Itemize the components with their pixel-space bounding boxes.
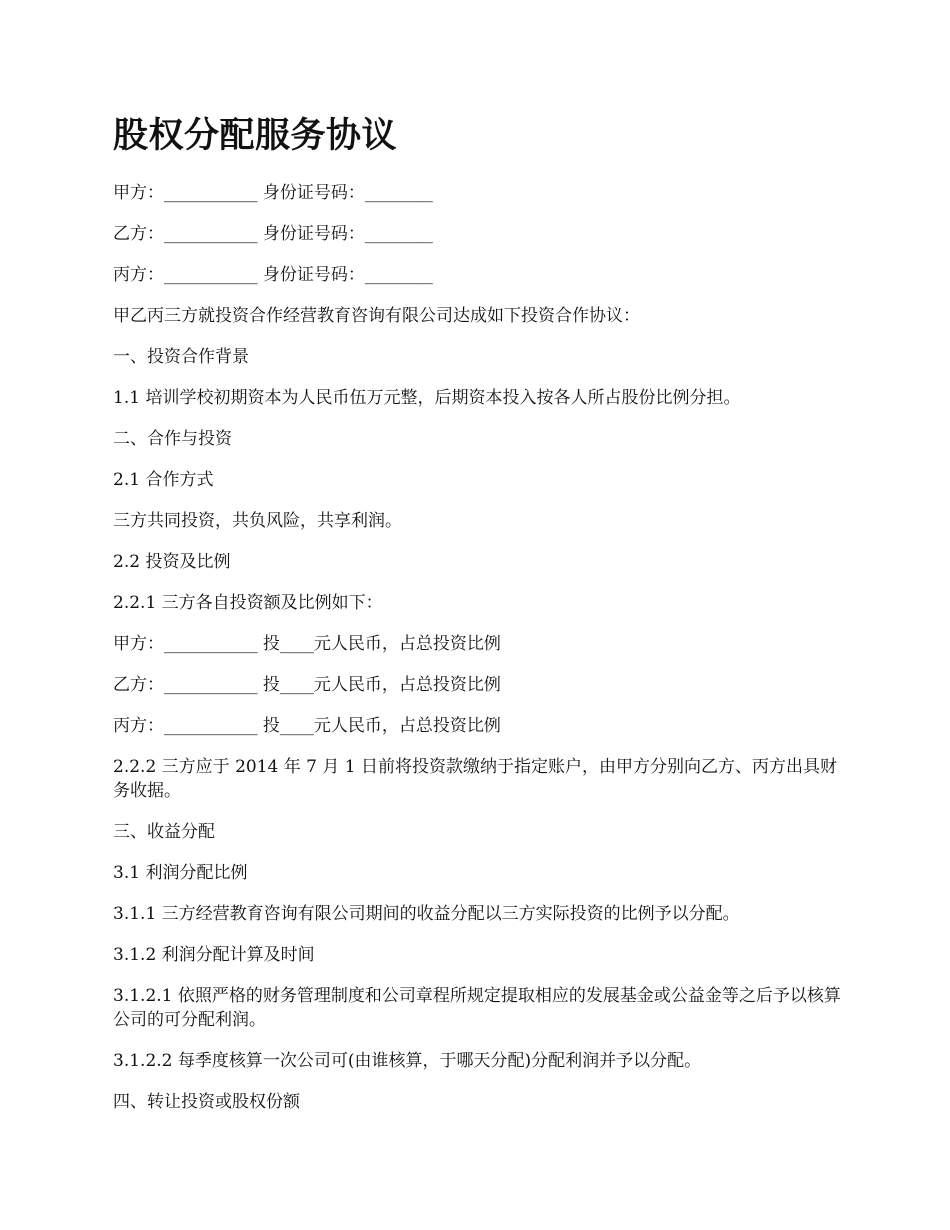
document-title: 股权分配服务协议 — [113, 115, 398, 156]
party-c-line: 丙方：___________ 身份证号码：________ — [113, 265, 433, 285]
document-page — [113, 112, 843, 1131]
party-b-line: 乙方：___________ 身份证号码：________ — [113, 224, 433, 244]
clause-2-1-body: 三方共同投资，共负风险，共享利润。 — [113, 511, 402, 531]
clause-2-1-heading: 2.1 合作方式 — [113, 470, 214, 490]
clause-3-1-2-2: 3.1.2.2 每季度核算一次公司可(由谁核算，于哪天分配)分配利润并予以分配。 — [113, 1051, 702, 1071]
clause-3-1-1: 3.1.1 三方经营教育咨询有限公司期间的收益分配以三方实际投资的比例予以分配。 — [113, 904, 740, 924]
party-a-line: 甲方：___________ 身份证号码：________ — [113, 183, 433, 203]
clause-1-1: 1.1 培训学校初期资本为人民币伍万元整，后期资本投入按各人所占股份比例分担。 — [113, 388, 741, 408]
investment-line-a: 甲方：___________ 投____元人民币，占总投资比例 — [113, 634, 501, 654]
clause-3-1-2-heading: 3.1.2 利润分配计算及时间 — [113, 945, 315, 965]
clause-3-1-2-1: 3.1.2.1 依照严格的财务管理制度和公司章程所规定提取相应的发展基金或公益金等之后予以核算公司的可分配利润。 — [113, 986, 841, 1030]
section-heading-1: 一、投资合作背景 — [113, 347, 249, 367]
clause-3-1-heading: 3.1 利润分配比例 — [113, 863, 248, 883]
investment-line-b: 乙方：___________ 投____元人民币，占总投资比例 — [113, 675, 501, 695]
investment-line-c: 丙方：___________ 投____元人民币，占总投资比例 — [113, 716, 501, 736]
clause-2-2-1: 2.2.1 三方各自投资额及比例如下： — [113, 593, 383, 613]
clause-2-2-heading: 2.2 投资及比例 — [113, 552, 231, 572]
clause-2-2-2: 2.2.2 三方应于 2014 年 7 月 1 日前将投资款缴纳于指定账户，由甲方分别向乙方、丙方出具财务收据。 — [113, 757, 837, 801]
section-heading-2: 二、合作与投资 — [113, 429, 232, 449]
section-heading-3: 三、收益分配 — [113, 822, 215, 842]
section-heading-4: 四、转让投资或股权份额 — [113, 1092, 300, 1112]
preamble-paragraph: 甲乙丙三方就投资合作经营教育咨询有限公司达成如下投资合作协议： — [113, 306, 640, 326]
